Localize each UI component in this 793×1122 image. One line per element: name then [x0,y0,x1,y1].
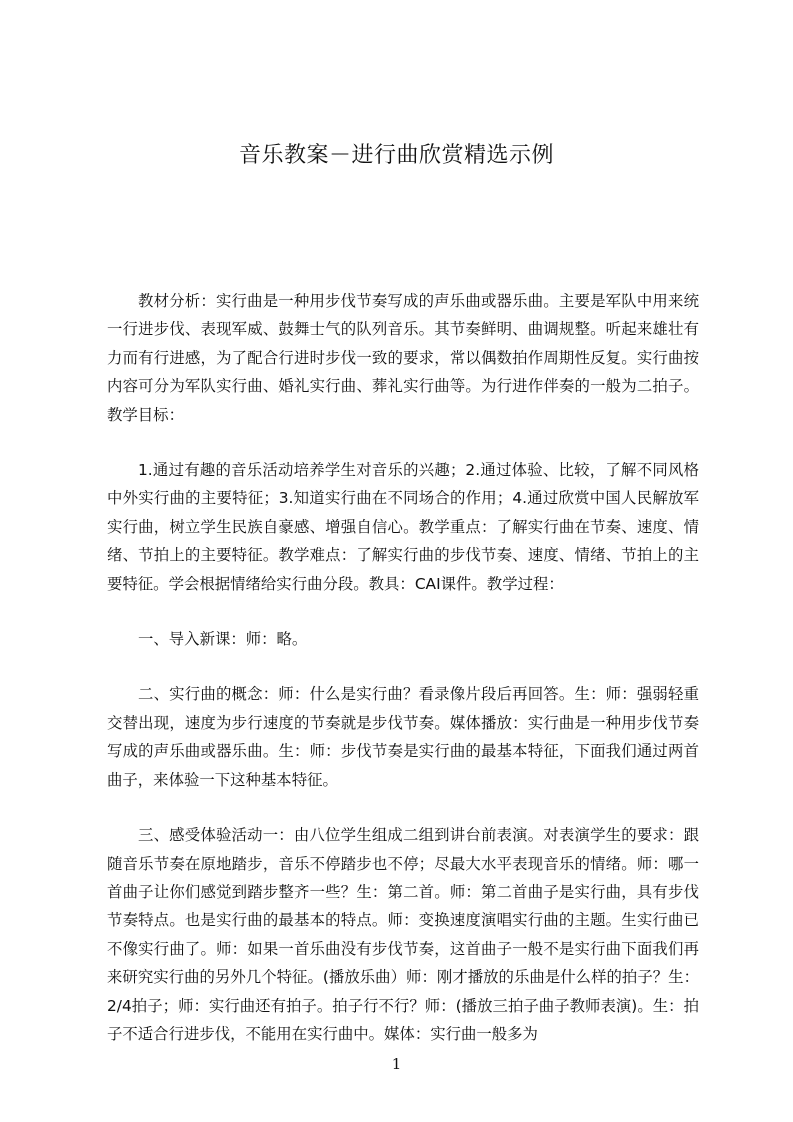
paragraph-teaching-goals: 1.通过有趣的音乐活动培养学生对音乐的兴趣；2.通过体验、比较，了解不同风格中外实行曲的主要特征；3.知道实行曲在不同场合的作用；4.通过欣赏中国人民解放军实行曲，树立学生民族自豪感、增强自信心。教学重点：了解实行曲在节奏、速度、情绪、节拍上的主要特征。教学难点：了解实行曲的步伐节奏、速度、情绪、节拍上的主要特征。学会根据情绪给实行曲分段。教具：CAI课件。教学过程： [107,461,699,593]
page-number: 1 [391,1055,402,1073]
document-body [107,287,699,1075]
document-title: 音乐教案－进行曲欣赏精选示例 [238,143,554,168]
paragraph-introduction: 一、导入新课：师：略。 [138,630,308,649]
paragraph-material-analysis: 教材分析：实行曲是一种用步伐节奏写成的声乐曲或器乐曲。主要是军队中用来统一行进步伐、表现军威、鼓舞士气的队列音乐。其节奏鲜明、曲调规整。听起来雄壮有力而有行进感，为了配合行进时步伐一致的要求，常以偶数拍作周期性反复。实行曲按内容可分为军队实行曲、婚礼实行曲、葬礼实行曲等。为行进作伴奏的一般为二拍子。教学目标： [107,292,699,424]
paragraph-march-concept: 二、实行曲的概念：师：什么是实行曲？看录像片段后再回答。生：师：强弱轻重交替出现，速度为步行速度的节奏就是步伐节奏。媒体播放：实行曲是一种用步伐节奏写成的声乐曲或器乐曲。生：师：步伐节奏是实行曲的最基本特征，下面我们通过两首曲子，来体验一下这种基本特征。 [107,685,699,789]
paragraph-activity-one: 三、感受体验活动一：由八位学生组成二组到讲台前表演。对表演学生的要求：跟随音乐节奏在原地踏步，音乐不停踏步也不停；尽最大水平表现音乐的情绪。师：哪一首曲子让你们感觉到踏步整齐一些？生：第二首。师：第二首曲子是实行曲，具有步伐节奏特点。也是实行曲的最基本的特点。师：变换速度演唱实行曲的主题。生实行曲已不像实行曲了。师：如果一首乐曲没有步伐节奏，这首曲子一般不是实行曲下面我们再来研究实行曲的另外几个特征。(播放乐曲）师：刚才播放的乐曲是什么样的拍子？生：2/4拍子；师：实行曲还有拍子。拍子行不行？师：(播放三拍子曲子教师表演)。生：拍子不适合行进步伐，不能用在实行曲中。媒体：实行曲一般多为 [107,826,699,1043]
